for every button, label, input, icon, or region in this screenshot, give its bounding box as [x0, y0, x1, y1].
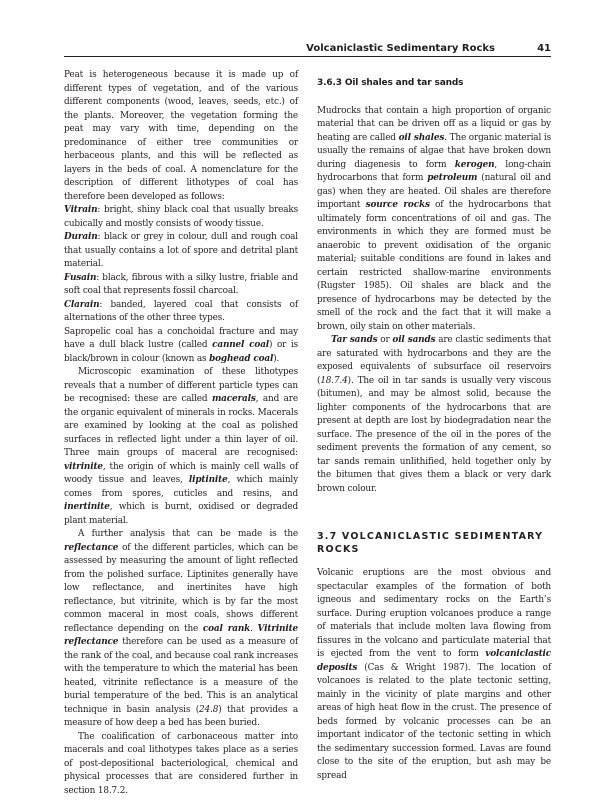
text-run: , long-chain hydrocarbons that form	[317, 159, 551, 183]
oil-shale-paragraph	[317, 105, 551, 335]
text-run: Volcanic eruptions are the most obvious and spectacular examples of the formation of both igneous and sedimentary rocks on the Earth’s surface. During eruption volcanoes produce a range of materials that include molten lava flowing from fissures in the volcano and particulate material that is ejected from the vent to form	[317, 568, 551, 659]
keyword-oil-sands: oil sands	[392, 335, 436, 345]
microscopic-paragraph	[64, 366, 298, 528]
sapropelic-paragraph	[64, 326, 298, 367]
text-run: . The organic material is usually the remains of algae that have broken down during diagenesis to form	[317, 132, 551, 170]
clarain-term: Clarain	[64, 299, 100, 310]
keyword-liptinite: liptinite	[188, 475, 228, 485]
keyword-macerals: macerals	[211, 394, 256, 404]
text-run: (natural oil and gas) when they are heated. Oil shales are therefore important	[317, 173, 551, 210]
vitrain-text: : bright, shiny black coal that usually breaks cubically and mostly consists of woody tissue.	[64, 205, 298, 229]
text-run: ).	[273, 353, 280, 364]
text-run: ). The oil in tar sands is usually very viscous (bitumen), and may be almost solid, because the lighter components of the hydrocarbons that are present at depth are lost by biodegradation near the surface. The presence of the oil in the pores of the sediment prevents the formation of any cement, so tar sands remain unlithified, held together only by the bitumen that gives them a black or very dark brown colour.	[317, 375, 551, 494]
keyword-oil-shales: oil shales	[398, 132, 445, 143]
text-run: .	[250, 623, 258, 634]
durain-term: Durain	[64, 232, 98, 242]
vitrain-term: Vitrain	[64, 205, 98, 215]
left-column	[64, 69, 298, 798]
coalification-paragraph: The coalification of carbonaceous matter into macerals and coal lithotypes takes place as a series of post-depositional bacteriological, chemical and physical processes that are considered further in section 18.7.2.	[64, 731, 298, 796]
volcanic-paragraph	[317, 567, 551, 783]
keyword-kerogen: kerogen	[454, 159, 495, 170]
text-run: , which mainly comes from spores, cuticles and resins, and	[64, 475, 298, 499]
keyword-coal-rank: coal rank	[202, 623, 251, 634]
right-column	[317, 69, 551, 783]
vitrain-definition	[64, 204, 298, 231]
text-run: ) that provides a measure of how deep a bed has been buried.	[64, 704, 299, 728]
text-run: Microscopic examination of these lithotypes reveals that a number of different particle types can be recognised: these are called	[64, 367, 298, 404]
cross-reference[interactable]: 18.7.4	[320, 375, 348, 386]
keyword-source-rocks: source rocks	[365, 200, 430, 210]
keyword-volcaniclastic-deposits: volcaniclastic deposits	[317, 649, 551, 673]
text-run: A further analysis that can be made is the	[78, 529, 298, 539]
text-run: of the different particles, which can be assessed by measuring the amount of light reflected from the polished surface. Liptinites generally have low reflectance, and inertinites have high reflectance, but vitrinite, which is by far the most common maceral in most coals, shows different reflectance depending on the	[64, 542, 298, 634]
text-run: therefore can be used as a measure of the rank of the coal, and because coal rank increases with the temperature to which the material has been heated, vitrinite reflectance is a measure of the burial temperature of the bed. This is an analytical technique in basin analysis (	[64, 637, 298, 715]
durain-definition	[64, 231, 298, 272]
text-run: , which is burnt, oxidised or degraded plant material.	[64, 502, 298, 526]
text-run: of the hydrocarbons that ultimately form concentrations of oil and gas. The environments in which they are formed must be anaerobic to prevent oxidisation of the organic material; suitable conditions are found in lakes and certain restricted shallow-marine environments (Rugster 1985). Oil shales are black and the presence of hydrocarbons may be detected by the smell of the rock and the fact that it will make a brown, oily stain on other materials.	[317, 200, 551, 332]
text-run: Sapropelic coal has a conchoidal fracture and may have a dull black lustre (called	[64, 326, 298, 350]
text-run: , the origin of which is mainly cell walls of woody tissue and leaves,	[64, 461, 298, 485]
clarain-text: : banded, layered coal that consists of alternations of the other three types.	[64, 299, 298, 323]
running-title: Volcaniclastic Sedimentary Rocks	[306, 43, 495, 54]
cross-reference[interactable]: 24.8	[199, 704, 219, 715]
text-run: , and are the organic equivalent of minerals in rocks. Macerals are examined by looking at the coal as polished surfaces in reflected light under a thin layer of oil. Three main groups of maceral are recognised:	[64, 394, 298, 458]
durain-text: : black or grey in colour, dull and rough coal that usually contains a lot of spore and detrital plant material.	[64, 232, 298, 269]
text-run: (Cas & Wright 1987). The location of volcanoes is related to the plate tectonic setting, mainly in the vicinity of plate margins and other areas of high heat flow in the crust. The presence of beds formed by volcanic processes can be an important indicator of the tectonic setting in which the sedimentary succession formed. Lavas are found close to the site of the eruption, but ash may be spread	[317, 662, 551, 781]
fusain-definition	[64, 272, 298, 299]
fusain-term: Fusain	[64, 272, 97, 283]
peat-paragraph: Peat is heterogeneous because it is made up of different types of vegetation, and of the various different components (wood, leaves, seeds, etc.) of the plants. Moreover, the vegetation forming the peat may vary with time, depending on the predominance of either tree communities or herbaceous plants, and this will be reflected as layers in the beds of coal. A nomenclature for the description of different lithotypes of coal has therefore been developed as follows:	[64, 70, 298, 202]
section-heading: 3.6.3 Oil shales and tar sands	[317, 78, 464, 88]
keyword-cannel-coal: cannel coal	[212, 340, 270, 350]
text-run: or	[377, 335, 393, 345]
tar-sands-paragraph	[317, 334, 551, 496]
reflectance-paragraph	[64, 528, 298, 731]
chapter-section-heading: 3.7 VOLCANICLASTIC SEDIMENTARY ROCKS	[317, 531, 544, 555]
clarain-definition	[64, 299, 298, 326]
keyword-petroleum: petroleum	[427, 173, 478, 183]
keyword-inertinite: inertinite	[64, 502, 110, 512]
text-run: are clastic sediments that are saturated with hydrocarbons and they are the exposed equivalents of subsurface oil reservoirs (	[317, 335, 551, 386]
keyword-reflectance: reflectance	[64, 542, 119, 553]
running-header	[64, 34, 551, 57]
text-run: Mudrocks that contain a high proportion of organic material that can be driven off as a liquid or gas by heating are called	[317, 105, 551, 143]
keyword-tar-sands: Tar sands	[331, 335, 378, 345]
keyword-boghead-coal: boghead coal	[209, 353, 274, 364]
fusain-text: : black, fibrous with a silky lustre, friable and soft coal that represents fossil charcoal.	[64, 272, 298, 296]
keyword-vitrinite: vitrinite	[64, 461, 103, 472]
page-number: 41	[537, 43, 551, 54]
keyword-vitrinite-reflectance: Vitrinite reflectance	[64, 623, 299, 647]
text-run: ) or is black/brown in colour (known as	[64, 340, 298, 364]
